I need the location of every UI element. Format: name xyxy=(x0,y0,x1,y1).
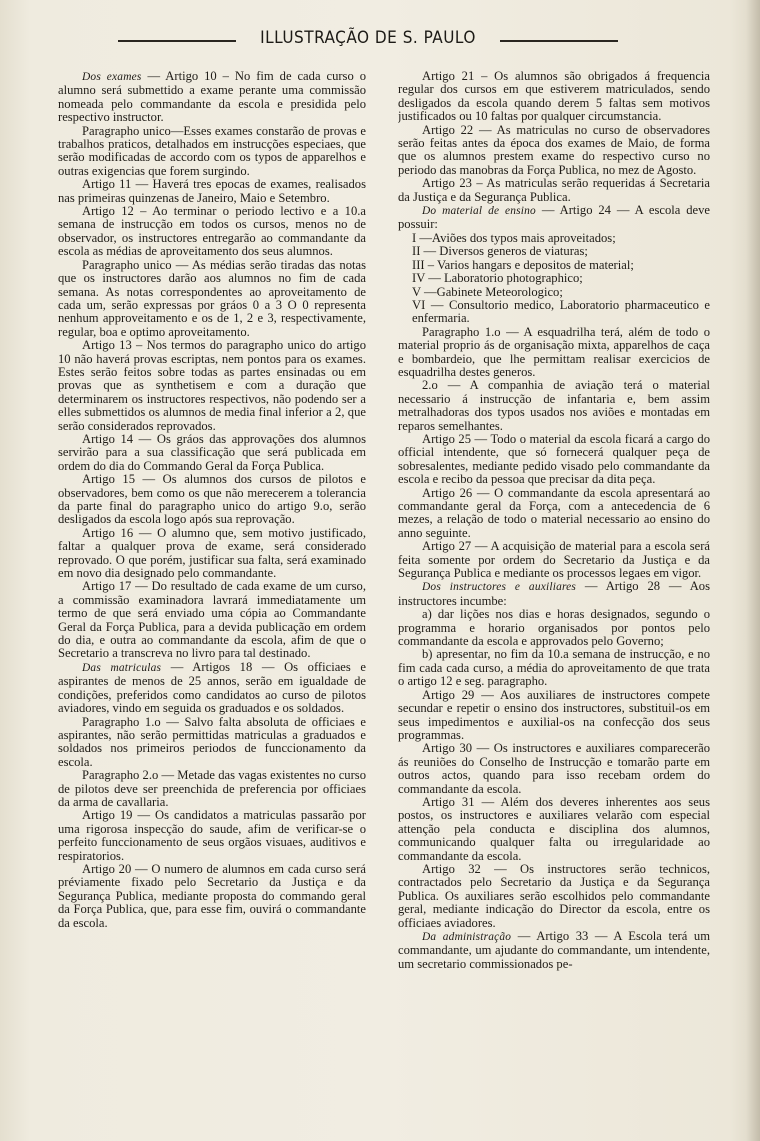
paragraph-text: Paragrapho 2.o — Metade das vagas existentes no curso de pilotos deve ser preenchida de preferencia por officiaes da arma de cavallaria. xyxy=(58,768,366,809)
running-title: ILLUSTRAÇÃO DE S. PAULO xyxy=(260,28,476,48)
paragraph-text: Paragrapho 1.o — A esquadrilha terá, além de todo o material proprio ás de organisação mixta, apparelhos de caça e bombardeio, que lhe permittam realisar exercicios de esquadrilha destes generos. xyxy=(398,324,710,379)
left-column xyxy=(58,70,366,1115)
paragraph-text: Artigo 29 — Aos auxiliares de instructores compete secundar e repetir o ensino dos instructores, substituil-os em seus impedimentos e auxilial-os na confecção dos seus programmas. xyxy=(398,687,710,742)
paragraph-text: Artigo 20 — O numero de alumnos em cada curso será préviamente fixado pelo Secretario da Justiça e da Segurança Publica, mediante proposta do commando geral da Força Publica, que, para esse fim, ouvirá o commandante da escola. xyxy=(58,861,366,930)
article-paragraph xyxy=(398,580,710,608)
paragraph-text: 2.o — A companhia de aviação terá o material necessario á instrucção de infantaria e, bem assim metralhadoras dos typos usados nos aviões e montadas em reparos semelhantes. xyxy=(398,378,710,433)
article-paragraph xyxy=(58,769,366,809)
article-paragraph xyxy=(58,863,366,930)
article-paragraph xyxy=(398,487,710,541)
article-paragraph xyxy=(58,809,366,863)
material-list-item: IV — Laboratorio photographico; xyxy=(412,271,583,286)
paragraph-text: — Artigo 28 — Aos instructores incumbe: xyxy=(398,579,710,608)
paragraph-text: Paragrapho unico—Esses exames constarão de provas e trabalhos praticos, detalhados em instrucções especiaes, que serão modificadas de accordo com os typos de apparelhos e outras exigencias que forem surgindo. xyxy=(58,123,366,178)
material-list-item: I —Aviões dos typos mais aproveitados; xyxy=(412,230,616,245)
paragraph-text: a) dar lições nos dias e horas designados, segundo o programma e horario organisados por pontos pelo commandante da escola e approvados pelo Governo; xyxy=(398,607,710,649)
article-paragraph xyxy=(58,661,366,716)
paragraph-text: Artigo 13 – Nos termos do paragrapho unico do artigo 10 não haverá provas escriptas, nem pontos para os exames. Estes serão feitos sobre todas as partes ensinadas ou em provas que as synthetisem e com a duração que determinarem os instructores respectivos, não podendo ser a elles submettidos os alumnos de media final inferior a 2, que serão considerados reprovados. xyxy=(58,338,366,433)
paragraph-text: b) apresentar, no fim da 10.a semana de instrucção, e no fim cada cada curso, a média do aproveitamento de que trata o artigo 12 e seg. paragrapho. xyxy=(398,647,710,689)
article-paragraph xyxy=(398,863,710,930)
article-paragraph xyxy=(398,326,710,380)
article-paragraph xyxy=(398,177,710,204)
paragraph-text: Artigo 32 — Os instructores serão technicos, contractados pelo Secretario da Justiça e da Segurança Publica. Os auxiliares serão escolhidos pelo commandante geral, mediante indicação do Director da escola, entre os officiaes aviadores. xyxy=(398,861,710,930)
paragraph-text: Artigo 11 — Haverá tres epocas de exames, realisados nas primeiras quinzenas de Janeiro, Maio e Setembro. xyxy=(58,177,366,205)
paragraph-text: — Artigos 18 — Os officiaes e aspirantes de menos de 25 annos, serão em igualdade de condições, preferidos como candidatos ao curso de pilotos aviadores, vindo em seguida os graduados e os soldados. xyxy=(58,659,366,716)
article-paragraph xyxy=(398,433,710,487)
article-paragraph xyxy=(398,648,710,688)
paragraph-text: Artigo 21 – Os alumnos são obrigados á frequencia regular dos cursos em que estiverem matriculados, sendo desligados da escola quando derem 5 faltas sem motivos justificados ou 10 faltas por qualquer circumstancia. xyxy=(398,70,710,124)
section-heading: Dos instructores e auxiliares xyxy=(422,581,577,594)
article-paragraph xyxy=(398,796,710,863)
material-list-item: III – Varios hangars e depositos de material; xyxy=(412,257,634,272)
page-edge-shadow xyxy=(746,0,760,1141)
article-paragraph xyxy=(398,689,710,743)
material-list-item: VI — Consultorio medico, Laboratorio pharmaceutico e enfermaria. xyxy=(412,297,710,326)
paragraph-text: — Artigo 10 – No fim de cada curso o alumno será submettido a exame perante uma commissão nomeada pelo commandante da escola e presidida pelo respectivo instructor. xyxy=(58,70,366,125)
paragraph-text: Artigo 23 – As matriculas serão requeridas á Secretaria da Justiça e da Segurança Publica. xyxy=(398,176,710,204)
article-paragraph xyxy=(398,204,710,232)
article-paragraph xyxy=(58,580,366,660)
paragraph-text: Artigo 17 — Do resultado de cada exame de um curso, a commissão examinadora lavrará immediatamente um termo de que será enviado uma cópia ao Commandante Geral da Força Publica, para a devida publicação em ordem do dia, e outra ao commandante da escola, afim de que o Secretario a transcreva no livro para tal destinado. xyxy=(58,579,366,661)
article-paragraph xyxy=(58,527,366,581)
page-header xyxy=(0,28,760,50)
article-paragraph xyxy=(398,379,710,433)
paragraph-text: Artigo 15 — Os alumnos dos cursos de pilotos e observadores, bem como os que não merecerem a tolerancia da parte final do paragrapho unico do artigo 9.o, serão desligados da escola logo após sua reprovação. xyxy=(58,472,366,527)
right-column xyxy=(398,70,710,1115)
section-heading: Dos exames xyxy=(82,71,142,83)
article-paragraph xyxy=(58,205,366,259)
article-paragraph xyxy=(58,259,366,339)
section-heading: Do material de ensino xyxy=(422,205,536,218)
paragraph-text: Paragrapho unico — As médias serão tiradas das notas que os instructores darão aos alumnos no fim de cada semana. As notas correspondentes ao aproveitamento de cada um, serão expressas por gráos 0 a 3 O 0 representa nenhum approveitamento e os de 1, 2 e 3, respectivamente, regular, boa e optimo aproveitamento. xyxy=(58,257,366,339)
paragraph-text: Artigo 14 — Os gráos das approvações dos alumnos servirão para a sua classificação que será publicada em ordem do dia do Commando Geral da Força Publica. xyxy=(58,431,366,473)
paragraph-text: Artigo 31 — Além dos deveres inherentes aos seus postos, os instructores e auxiliares velarão com especial attenção pela conducta e disciplina dos alumnos, communicando qualquer falta ou irregularidade ao commandante da escola. xyxy=(398,794,710,863)
article-paragraph xyxy=(398,742,710,796)
material-list xyxy=(398,232,710,326)
section-heading: Da administração xyxy=(422,931,512,943)
article-paragraph xyxy=(58,473,366,527)
paragraph-text: Artigo 16 — O alumno que, sem motivo justificado, faltar a qualquer prova de exame, será considerado reprovado. O que porém, justificar sua falta, será examinado em novo dia designado pelo commandante. xyxy=(58,525,366,581)
article-paragraph xyxy=(398,608,710,648)
article-paragraph xyxy=(398,540,710,580)
section-heading: Das matriculas xyxy=(82,661,162,674)
article-paragraph xyxy=(398,70,710,124)
paragraph-text: Artigo 27 — A acquisição de material para a escola será feita somente por ordem do Secretario da Justiça e da Segurança Publica e mediante os processos legaes em vigor. xyxy=(398,539,710,581)
paragraph-text: — Artigo 24 — A escola deve possuir: xyxy=(398,203,710,232)
header-rule-right xyxy=(500,40,618,42)
paragraph-text: — Artigo 33 — A Escola terá um commandante, um ajudante do commandante, um intendente, um secretario commissionados pe- xyxy=(398,929,710,971)
paragraph-text: Paragrapho 1.o — Salvo falta absoluta de officiaes e aspirantes, não serão permittidas matriculas a graduados e soldados nos primeiros periodos de funccionamento da escola. xyxy=(58,714,366,769)
article-paragraph xyxy=(58,339,366,433)
paragraph-text: Artigo 30 — Os instructores e auxiliares comparecerão ás reuniões do Conselho de Instrucção e tomarão parte em outros actos, quando para isso recebam ordem do commandante da escola. xyxy=(398,741,710,796)
article-paragraph xyxy=(58,716,366,770)
article-paragraph xyxy=(58,70,366,125)
paragraph-text: Artigo 22 — As matriculas no curso de observadores serão feitas antes da época dos exames de Maio, de forma que os alumnos prestem exame do respectivo curso no periodo das manobras da Força Publica, no mez de Agosto. xyxy=(398,122,710,177)
article-paragraph xyxy=(58,178,366,205)
paragraph-text: Artigo 12 – Ao terminar o periodo lectivo e a 10.a semana de instrucção em todos os cursos, menos no de observador, os instructores entregarão ao commandante da escola as médias de aproveitamento dos seus alumnos. xyxy=(58,204,366,259)
header-rule-left xyxy=(118,40,236,42)
material-list-item: V —Gabinete Meteorologico; xyxy=(412,284,563,299)
article-paragraph xyxy=(58,125,366,179)
article-paragraph xyxy=(398,124,710,178)
article-paragraph xyxy=(58,433,366,473)
paragraph-text: Artigo 19 — Os candidatos a matriculas passarão por uma rigorosa inspecção do saude, afim de verificar-se o perfeito funccionamento de seus orgãos visuaes, auditivos e respiratorios. xyxy=(58,808,366,863)
material-list-item: II — Diversos generos de viaturas; xyxy=(412,244,588,259)
paragraph-text: Artigo 25 — Todo o material da escola ficará a cargo do official intendente, que só fornecerá qualquer peça de sobresalentes, mediante pedido visado pelo commandante da escola e recibo da pessoa que precisar da dita peça. xyxy=(398,431,710,487)
article-paragraph xyxy=(398,930,710,971)
paragraph-text: Artigo 26 — O commandante da escola apresentará ao commandante geral da Força, com a antecedencia de 6 mezes, a relação de todo o material necessario ao ensino do anno seguinte. xyxy=(398,485,710,540)
